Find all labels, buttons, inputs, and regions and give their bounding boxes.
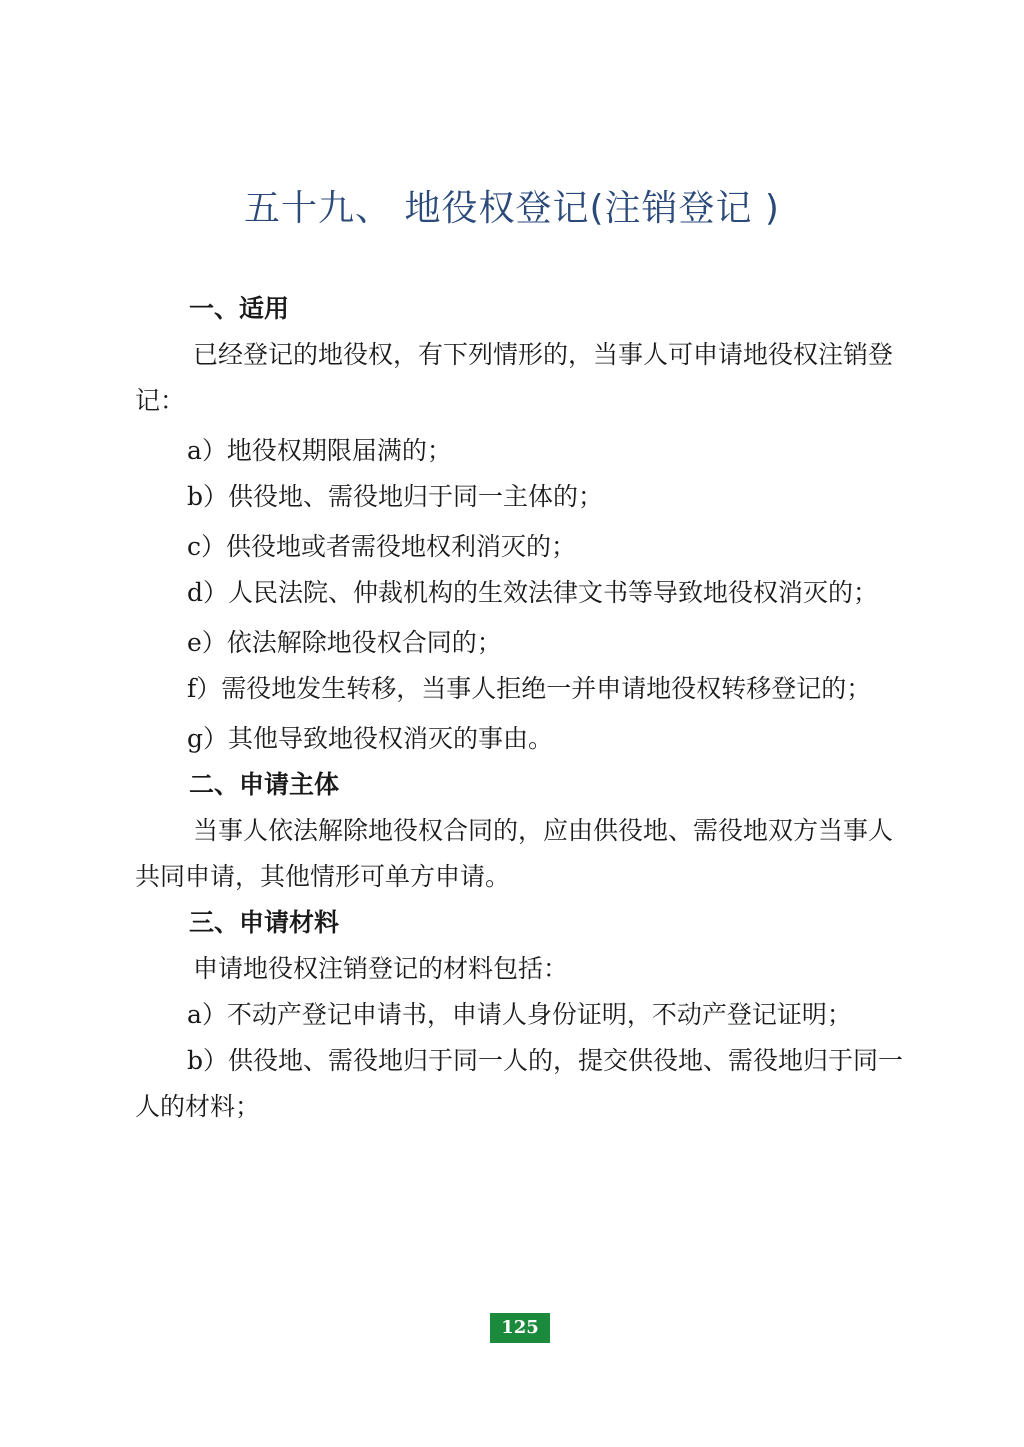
list-item xyxy=(135,570,905,616)
list-marker: a） xyxy=(187,1000,227,1029)
list-marker: f） xyxy=(187,674,222,703)
list-item-text: 供役地、需役地归于同一人的，提交供役地、需役地归于同一人的材料； xyxy=(135,1046,904,1121)
section-heading-materials: 三、申请材料 xyxy=(189,908,340,937)
list-marker: b） xyxy=(187,482,229,511)
list-item xyxy=(135,666,905,712)
list-marker: e） xyxy=(187,628,227,657)
list-marker: g） xyxy=(187,724,229,753)
list-item-text: 供役地或者需役地权利消灭的； xyxy=(226,532,577,561)
list-item xyxy=(135,524,905,570)
list-item xyxy=(135,1038,905,1130)
list-marker: a） xyxy=(187,436,227,465)
list-item-text: 需役地发生转移，当事人拒绝一并申请地役权转移登记的； xyxy=(221,674,872,703)
section-intro: 申请地役权注销登记的材料包括： xyxy=(193,954,569,983)
list-item-text: 人民法院、仲裁机构的生效法律文书等导致地役权消灭的； xyxy=(228,578,879,607)
document-body xyxy=(135,286,905,1130)
list-item xyxy=(135,716,905,762)
section-heading-applicant: 二、申请主体 xyxy=(189,770,340,799)
section-intro: 当事人依法解除地役权合同的，应由供役地、需役地双方当事人共同申请，其他情形可单方申请。 xyxy=(135,816,894,891)
list-marker: d） xyxy=(187,578,229,607)
section-heading-applicability: 一、适用 xyxy=(189,294,290,323)
list-item-text: 依法解除地役权合同的； xyxy=(226,628,502,657)
list-item xyxy=(135,992,905,1038)
section-intro: 已经登记的地役权，有下列情形的，当事人可申请地役权注销登记： xyxy=(135,340,894,415)
list-item-text: 其他导致地役权消灭的事由。 xyxy=(228,724,554,753)
list-marker: c） xyxy=(187,532,227,561)
list-item xyxy=(135,620,905,666)
list-item xyxy=(135,474,905,520)
list-item-text: 供役地、需役地归于同一主体的； xyxy=(228,482,604,511)
page-title: 五十九、 地役权登记(注销登记 ) xyxy=(244,188,780,229)
list-item-text: 地役权期限届满的； xyxy=(226,436,452,465)
page-number-badge: 125 xyxy=(490,1313,550,1343)
list-item-text: 不动产登记申请书，申请人身份证明，不动产登记证明； xyxy=(226,1000,852,1029)
list-item xyxy=(135,428,905,474)
list-marker: b） xyxy=(187,1046,229,1075)
